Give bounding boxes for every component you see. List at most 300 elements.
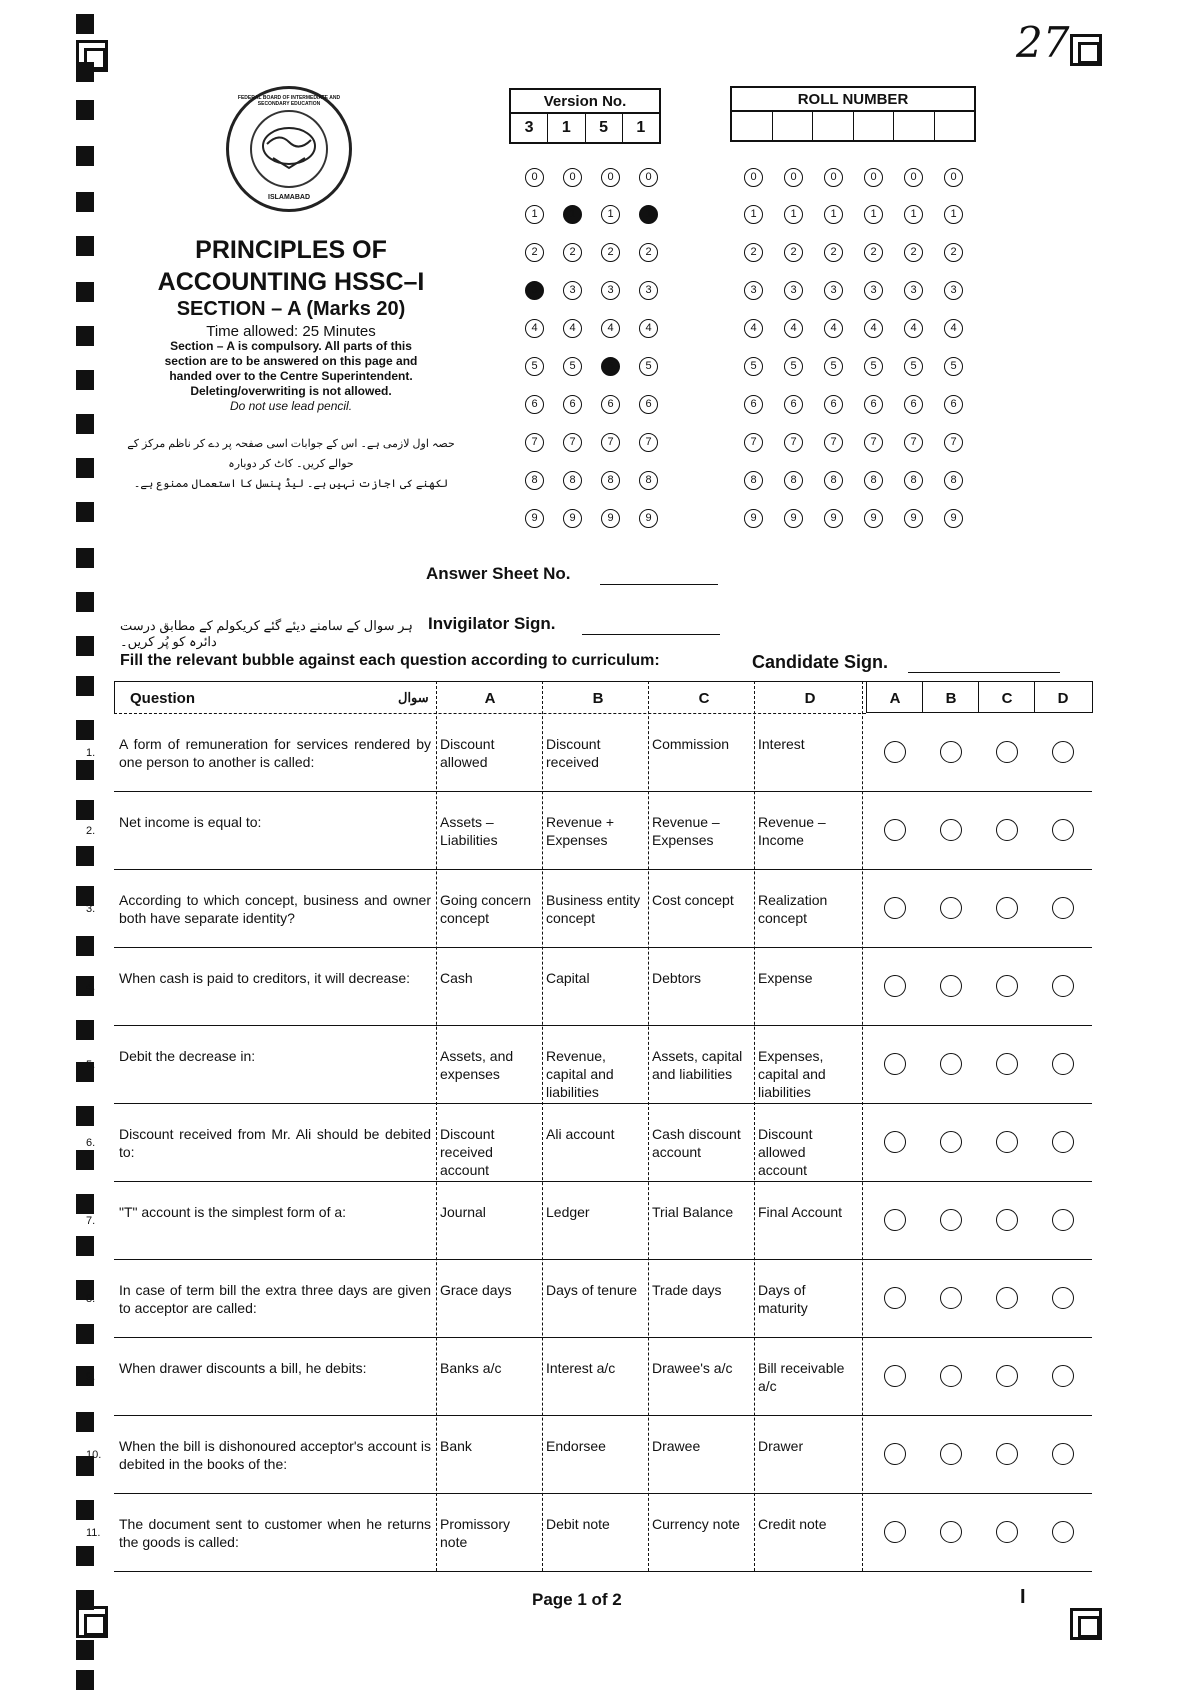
row-divider [114, 1181, 1092, 1182]
answer-bubble[interactable] [996, 1131, 1018, 1153]
roll-bubble[interactable]: 6 [744, 395, 763, 414]
registration-mark [76, 676, 94, 696]
roll-bubble[interactable]: 0 [744, 168, 763, 187]
question-text: When cash is paid to creditors, it will decrease: [119, 970, 411, 986]
candidate-sign-field[interactable] [908, 672, 1060, 673]
question-number: 1. [86, 747, 96, 759]
column-divider [648, 681, 649, 1571]
roll-bubble[interactable]: 2 [784, 243, 803, 262]
roll-bubble[interactable]: 4 [864, 319, 883, 338]
answer-bubble[interactable] [1052, 819, 1074, 841]
roll-bubble[interactable]: 7 [904, 433, 923, 452]
registration-mark [76, 146, 94, 166]
registration-mark [76, 1546, 94, 1566]
candidate-label: Candidate Sign. [752, 652, 889, 672]
version-bubble[interactable]: 9 [563, 509, 582, 528]
version-bubble[interactable]: 8 [639, 471, 658, 490]
question-number: 11. [86, 1527, 101, 1539]
roll-bubble[interactable]: 3 [904, 281, 923, 300]
version-box [509, 88, 661, 144]
title-line-1: PRINCIPLES OF [195, 236, 387, 264]
question-text: Net income is equal to: [119, 814, 262, 830]
answer-bubble[interactable] [940, 1053, 962, 1075]
option-a: Discount received account [440, 1126, 495, 1178]
answer-bubble[interactable] [996, 819, 1018, 841]
answer-sheet-label: Answer Sheet No. [426, 564, 571, 583]
version-bubble[interactable]: 5 [525, 357, 544, 376]
question-number: 6. [86, 1137, 96, 1149]
version-digit-cell: 1 [548, 114, 585, 142]
version-bubble[interactable]: 1 [601, 205, 620, 224]
roll-bubble[interactable]: 3 [784, 281, 803, 300]
roll-bubble[interactable]: 9 [784, 509, 803, 528]
roll-digit-cell[interactable] [813, 112, 854, 140]
version-bubble[interactable]: 8 [525, 471, 544, 490]
version-bubble[interactable]: 6 [563, 395, 582, 414]
row-divider [114, 1337, 1092, 1338]
logo-bottom-text: ISLAMABAD [268, 194, 310, 201]
roll-bubble[interactable]: 4 [784, 319, 803, 338]
registration-mark [76, 282, 94, 302]
question-number: 5. [86, 1059, 96, 1071]
answer-bubble[interactable] [996, 897, 1018, 919]
version-bubble[interactable]: 2 [563, 243, 582, 262]
header-question-urdu: سوال [398, 690, 429, 705]
registration-mark [76, 1412, 94, 1432]
option-c: Assets, capital and liabilities [652, 1048, 743, 1082]
registration-mark [76, 1324, 94, 1344]
version-bubble[interactable]: 3 [563, 281, 582, 300]
question-text: When drawer discounts a bill, he debits: [119, 1360, 367, 1376]
pencil-note: Do not use lead pencil. [229, 399, 353, 413]
option-b: Interest a/c [546, 1360, 616, 1376]
question-text: According to which concept, business and owner both have separate identity? [119, 892, 431, 926]
board-logo [226, 86, 352, 212]
option-a: Journal [440, 1204, 486, 1220]
header-a: A [484, 690, 496, 707]
answer-bubble[interactable] [1052, 1209, 1074, 1231]
registration-mark [76, 1670, 94, 1690]
question-number: 10. [86, 1449, 102, 1461]
answer-bubble[interactable] [884, 897, 906, 919]
answer-bubble[interactable] [996, 741, 1018, 763]
version-bubble[interactable]: 5 [563, 357, 582, 376]
answer-bubble[interactable] [1052, 1521, 1074, 1543]
version-bubble[interactable]: 3 [639, 281, 658, 300]
version-bubble[interactable]: 9 [525, 509, 544, 528]
roll-number-label: ROLL NUMBER [730, 86, 976, 112]
question-text: Discount received from Mr. Ali should be debited to: [119, 1126, 431, 1160]
question-number: 7. [86, 1215, 96, 1227]
answer-bubble[interactable] [884, 1053, 906, 1075]
option-b: Capital [546, 970, 590, 986]
question-text: A form of remuneration for services rendered by one person to another is called: [119, 736, 431, 770]
registration-mark [76, 236, 94, 256]
question-text: In case of term bill the extra three days are given to acceptor are called: [119, 1282, 431, 1316]
answer-bubble[interactable] [1052, 1131, 1074, 1153]
question-number: 2. [86, 825, 96, 837]
roll-bubble[interactable]: 2 [824, 243, 843, 262]
answer-bubble[interactable] [884, 1521, 906, 1543]
answer-bubble[interactable] [884, 975, 906, 997]
corner-square-icon [1070, 34, 1102, 66]
question-number: 4. [86, 981, 96, 993]
roll-bubble[interactable]: 5 [824, 357, 843, 376]
roll-bubble[interactable]: 7 [864, 433, 883, 452]
roll-bubble[interactable]: 2 [744, 243, 763, 262]
question-number: 9. [86, 1371, 96, 1383]
answer-bubble[interactable] [940, 1521, 962, 1543]
header-c: C [698, 690, 710, 707]
header-d: D [804, 690, 816, 707]
question-number: 8. [86, 1293, 96, 1305]
version-label: Version No. [509, 88, 661, 114]
roll-bubble[interactable]: 4 [944, 319, 963, 338]
version-digit-cell: 5 [586, 114, 623, 142]
roll-bubble[interactable]: 5 [784, 357, 803, 376]
version-bubble[interactable]: 7 [639, 433, 658, 452]
version-bubble[interactable]: 4 [639, 319, 658, 338]
answer-bubble[interactable] [884, 741, 906, 763]
version-bubble[interactable]: 2 [639, 243, 658, 262]
option-b: Days of tenure [546, 1282, 638, 1298]
row-divider [114, 791, 1092, 792]
roll-digit-cell[interactable] [935, 112, 975, 140]
option-b: Discount received [546, 736, 601, 770]
roll-bubble[interactable]: 1 [864, 205, 883, 224]
answer-bubble[interactable] [1052, 1443, 1074, 1465]
version-bubble[interactable]: 4 [601, 319, 620, 338]
option-a: Cash [440, 970, 473, 986]
roll-bubble[interactable]: 9 [904, 509, 923, 528]
column-divider [754, 681, 755, 1571]
version-bubble[interactable]: 5 [639, 357, 658, 376]
section-heading: SECTION – A (Marks 20) [176, 298, 406, 320]
answer-bubble[interactable] [996, 1209, 1018, 1231]
version-bubble[interactable]: 6 [639, 395, 658, 414]
option-d: Final Account [758, 1204, 843, 1220]
roll-bubble[interactable]: 0 [784, 168, 803, 187]
version-bubble[interactable]: 0 [639, 168, 658, 187]
roll-bubble[interactable]: 5 [744, 357, 763, 376]
version-bubble[interactable]: 7 [601, 433, 620, 452]
registration-mark [76, 636, 94, 656]
answer-bubble[interactable] [996, 975, 1018, 997]
roll-bubble[interactable]: 4 [904, 319, 923, 338]
registration-mark [76, 1640, 94, 1660]
header-question: Question [130, 690, 196, 707]
option-c: Commission [652, 736, 730, 752]
answer-bubble[interactable] [940, 741, 962, 763]
option-d: Interest [758, 736, 805, 752]
row-divider [114, 1025, 1092, 1026]
option-b: Revenue, capital and liabilities [546, 1048, 614, 1100]
roll-bubble[interactable]: 1 [824, 205, 843, 224]
handwritten-number: 27 [1016, 18, 1070, 67]
invigilator-label: Invigilator Sign. [428, 614, 556, 633]
registration-mark [76, 326, 94, 346]
registration-mark [76, 1194, 94, 1214]
option-d: Discount allowed account [758, 1126, 813, 1178]
urdu-fill-instruction: ہر سوال کے سامنے دیئے گئے کریکولم کے مطابق درست دائرہ کو پُر کریں۔ [120, 618, 413, 649]
registration-mark [76, 1106, 94, 1126]
option-a: Bank [440, 1438, 472, 1454]
corner-square-icon [1070, 1608, 1102, 1640]
title-line-2: ACCOUNTING HSSC–I [157, 268, 425, 296]
registration-mark [76, 1020, 94, 1040]
roll-bubble[interactable]: 5 [904, 357, 923, 376]
registration-mark [76, 414, 94, 434]
roll-bubble[interactable]: 8 [864, 471, 883, 490]
option-d: Credit note [758, 1516, 827, 1532]
header-b: B [592, 690, 604, 707]
roll-bubble[interactable]: 8 [784, 471, 803, 490]
answer-bubble[interactable] [1052, 1053, 1074, 1075]
answer-bubble[interactable] [1052, 1365, 1074, 1387]
column-divider [542, 681, 543, 1571]
registration-mark [76, 192, 94, 212]
registration-mark [76, 720, 94, 740]
question-number: 3. [86, 903, 96, 915]
version-bubble[interactable]: 2 [525, 243, 544, 262]
answer-bubble[interactable] [940, 1131, 962, 1153]
answer-bubble[interactable] [1052, 975, 1074, 997]
compulsory-note: Section – A is compulsory. All parts of this section are to be answered on this page and handed over to the Centre Superintendent. [164, 339, 418, 383]
version-bubble[interactable]: 8 [563, 471, 582, 490]
page-indicator: Page 1 of 2 [532, 1590, 622, 1609]
roll-digit-cell[interactable] [894, 112, 935, 140]
instructions [120, 324, 462, 414]
answer-bubble[interactable] [1052, 741, 1074, 763]
roll-bubble[interactable]: 4 [824, 319, 843, 338]
roll-digit-cell[interactable] [854, 112, 895, 140]
urdu-line-1: حصہ اول لازمی ہے۔ اس کے جوابات اسی صفحہ پر دے کر ناظم مرکز کے حوالے کریں۔ کاٹ کر دوبارہ [127, 438, 455, 470]
answer-bubble[interactable] [940, 975, 962, 997]
version-bubble[interactable]: 0 [525, 168, 544, 187]
answer-bubble[interactable] [996, 1365, 1018, 1387]
option-d: Drawer [758, 1438, 804, 1454]
header-bubble-b: B [945, 690, 957, 707]
row-divider [114, 1493, 1092, 1494]
registration-mark [76, 370, 94, 390]
version-bubble[interactable]: 0 [601, 168, 620, 187]
version-bubble[interactable]: 1 [525, 205, 544, 224]
registration-mark [76, 1500, 94, 1520]
footer-mark: I [1020, 1586, 1026, 1608]
roll-digit-cell[interactable] [732, 112, 773, 140]
version-bubble[interactable]: 0 [563, 168, 582, 187]
option-c: Debtors [652, 970, 702, 986]
answer-bubble[interactable] [996, 1053, 1018, 1075]
answer-bubble[interactable] [940, 1443, 962, 1465]
registration-mark [76, 936, 94, 956]
logo-top-text: FEDERAL BOARD OF INTERMEDIATE AND SECONDARY EDUCATION [237, 95, 341, 107]
roll-bubble[interactable]: 4 [744, 319, 763, 338]
roll-bubble[interactable]: 0 [864, 168, 883, 187]
roll-bubble[interactable]: 3 [824, 281, 843, 300]
header-bubble-a: A [889, 690, 901, 707]
roll-bubble[interactable]: 9 [744, 509, 763, 528]
roll-bubble[interactable]: 6 [944, 395, 963, 414]
answer-bubble[interactable] [940, 819, 962, 841]
time-allowed: Time allowed: 25 Minutes [206, 323, 376, 340]
row-divider [114, 1571, 1092, 1572]
roll-bubble[interactable]: 2 [944, 243, 963, 262]
option-d: Revenue – Income [758, 814, 826, 848]
option-d: Expense [758, 970, 813, 986]
roll-bubble[interactable]: 8 [944, 471, 963, 490]
option-a: Promissory note [440, 1516, 511, 1550]
version-cells [509, 114, 661, 144]
version-bubble[interactable]: 2 [601, 243, 620, 262]
roll-bubble[interactable]: 0 [824, 168, 843, 187]
column-divider [436, 681, 437, 1571]
corner-square-icon [76, 40, 108, 72]
version-bubble[interactable]: 4 [563, 319, 582, 338]
roll-bubble[interactable]: 2 [904, 243, 923, 262]
registration-mark [76, 760, 94, 780]
page-title [120, 234, 462, 298]
version-bubble[interactable]: 9 [601, 509, 620, 528]
roll-bubble[interactable]: 7 [744, 433, 763, 452]
roll-digit-cell[interactable] [773, 112, 814, 140]
option-c: Trial Balance [652, 1204, 734, 1220]
version-bubble[interactable]: 1 [563, 205, 582, 224]
roll-bubble[interactable]: 3 [864, 281, 883, 300]
option-c: Currency note [652, 1516, 740, 1532]
option-a: Assets – Liabilities [440, 814, 498, 848]
question-text: "T" account is the simplest form of a: [119, 1204, 347, 1220]
deleting-note: Deleting/overwriting is not allowed. [190, 384, 392, 398]
roll-bubble[interactable]: 9 [864, 509, 883, 528]
version-bubble[interactable]: 7 [525, 433, 544, 452]
roll-bubble[interactable]: 1 [944, 205, 963, 224]
question-text: When the bill is dishonoured acceptor's account is debited in the books of the: [119, 1438, 431, 1472]
roll-bubble[interactable]: 3 [944, 281, 963, 300]
registration-mark [76, 846, 94, 866]
version-bubble[interactable]: 7 [563, 433, 582, 452]
header-bubble-d: D [1057, 690, 1069, 707]
version-bubble[interactable]: 4 [525, 319, 544, 338]
answer-bubble[interactable] [1052, 897, 1074, 919]
fill-instruction: Fill the relevant bubble against each question according to curriculum: [120, 652, 660, 669]
header-bubble-c: C [1001, 690, 1013, 707]
roll-bubble[interactable]: 6 [784, 395, 803, 414]
roll-bubble[interactable]: 8 [824, 471, 843, 490]
answer-sheet-field[interactable] [600, 584, 718, 585]
roll-bubble[interactable]: 6 [904, 395, 923, 414]
answer-bubble[interactable] [940, 897, 962, 919]
answer-bubble[interactable] [996, 1443, 1018, 1465]
corner-square-icon [76, 1606, 108, 1638]
roll-bubble[interactable]: 6 [864, 395, 883, 414]
version-bubble[interactable]: 8 [601, 471, 620, 490]
roll-bubble[interactable]: 6 [824, 395, 843, 414]
version-bubble[interactable]: 6 [601, 395, 620, 414]
answer-bubble[interactable] [940, 1287, 962, 1309]
roll-bubble[interactable]: 5 [864, 357, 883, 376]
answer-bubble[interactable] [996, 1287, 1018, 1309]
registration-mark [76, 592, 94, 612]
answer-bubble[interactable] [940, 1365, 962, 1387]
option-b: Debit note [546, 1516, 610, 1532]
row-divider [114, 947, 1092, 948]
version-bubble[interactable]: 3 [525, 281, 544, 300]
registration-mark [76, 14, 94, 34]
version-digit-cell: 3 [511, 114, 548, 142]
answer-bubble[interactable] [884, 1131, 906, 1153]
version-bubble[interactable]: 6 [525, 395, 544, 414]
roll-bubble[interactable]: 8 [744, 471, 763, 490]
roll-bubble[interactable]: 0 [904, 168, 923, 187]
option-d: Days of maturity [758, 1282, 808, 1316]
answer-bubble[interactable] [1052, 1287, 1074, 1309]
roll-cells [730, 112, 976, 142]
option-c: Drawee's a/c [652, 1360, 733, 1376]
option-c: Trade days [652, 1282, 722, 1298]
version-bubble[interactable]: 3 [601, 281, 620, 300]
roll-bubble[interactable]: 8 [904, 471, 923, 490]
roll-bubble[interactable]: 1 [904, 205, 923, 224]
option-a: Grace days [440, 1282, 512, 1298]
urdu-instructions [120, 434, 462, 494]
option-c: Cost concept [652, 892, 734, 908]
option-b: Ledger [546, 1204, 590, 1220]
roll-bubble[interactable]: 7 [784, 433, 803, 452]
row-divider [114, 869, 1092, 870]
answer-bubble[interactable] [940, 1209, 962, 1231]
roll-bubble[interactable]: 2 [864, 243, 883, 262]
globe-icon [250, 110, 328, 188]
answer-bubble[interactable] [884, 819, 906, 841]
option-a: Banks a/c [440, 1360, 502, 1376]
answer-bubble[interactable] [884, 1365, 906, 1387]
version-bubble[interactable]: 1 [639, 205, 658, 224]
answer-bubble[interactable] [884, 1443, 906, 1465]
roll-bubble[interactable]: 1 [744, 205, 763, 224]
registration-mark [76, 458, 94, 478]
answer-bubble[interactable] [884, 1287, 906, 1309]
option-c: Revenue – Expenses [652, 814, 720, 848]
roll-bubble[interactable]: 1 [784, 205, 803, 224]
option-b: Ali account [546, 1126, 615, 1142]
option-c: Drawee [652, 1438, 701, 1454]
registration-mark [76, 800, 94, 820]
answer-bubble[interactable] [996, 1521, 1018, 1543]
roll-bubble[interactable]: 0 [944, 168, 963, 187]
roll-bubble[interactable]: 3 [744, 281, 763, 300]
column-divider [862, 681, 863, 1571]
option-d: Realization concept [758, 892, 828, 926]
version-bubble[interactable]: 9 [639, 509, 658, 528]
invigilator-sign-field[interactable] [582, 634, 720, 635]
registration-mark [76, 548, 94, 568]
answer-bubble[interactable] [884, 1209, 906, 1231]
roll-number-box [730, 86, 976, 142]
urdu-line-2: لکھنے کی اجازت نہیں ہے۔ لیڈ پنسل کا استعمال ممنوع ہے۔ [133, 478, 449, 490]
roll-bubble[interactable]: 9 [824, 509, 843, 528]
registration-mark [76, 1150, 94, 1170]
roll-bubble[interactable]: 7 [944, 433, 963, 452]
version-bubble[interactable]: 5 [601, 357, 620, 376]
option-d: Bill receivable a/c [758, 1360, 845, 1394]
roll-bubble[interactable]: 5 [944, 357, 963, 376]
option-b: Business entity concept [546, 892, 641, 926]
roll-bubble[interactable]: 7 [824, 433, 843, 452]
option-d: Expenses, capital and liabilities [758, 1048, 826, 1100]
roll-bubble[interactable]: 9 [944, 509, 963, 528]
registration-mark [76, 502, 94, 522]
